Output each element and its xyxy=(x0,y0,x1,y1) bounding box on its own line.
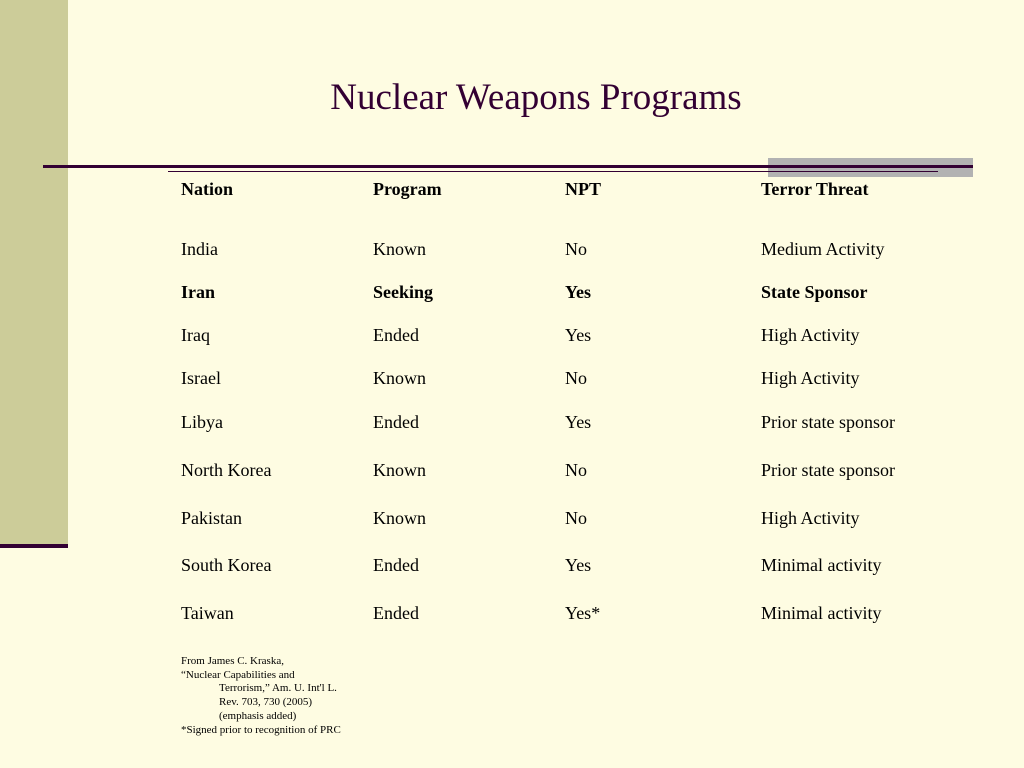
cell-terror-threat: Minimal activity xyxy=(761,603,882,623)
title-rule-thin xyxy=(168,171,938,172)
side-band xyxy=(0,0,68,544)
slide-title: Nuclear Weapons Programs xyxy=(330,77,742,118)
cell-terror-threat: Medium Activity xyxy=(761,239,885,259)
cell-program: Ended xyxy=(373,412,419,432)
cell-nation: Iraq xyxy=(181,325,210,345)
cell-nation: Taiwan xyxy=(181,603,234,623)
cell-npt: Yes xyxy=(565,555,592,575)
cell-npt: No xyxy=(565,368,587,388)
cell-nation: India xyxy=(181,239,218,259)
cell-terror-threat: Prior state sponsor xyxy=(761,412,895,432)
cell-npt: Yes xyxy=(565,282,591,302)
table-header-row xyxy=(181,177,981,201)
source-line: Terrorism,” Am. U. Int'l L. xyxy=(219,682,337,695)
header-program: Program xyxy=(373,179,442,199)
cell-npt: Yes xyxy=(565,325,592,345)
footnote-line: *Signed prior to recognition of PRC xyxy=(181,723,341,736)
table-row-north-korea xyxy=(181,458,981,482)
source-line: (emphasis added) xyxy=(219,709,297,722)
cell-npt: Yes* xyxy=(565,603,601,623)
table-row-taiwan xyxy=(181,601,981,625)
table-row-pakistan xyxy=(181,506,981,530)
source-line: “Nuclear Capabilities and xyxy=(181,668,295,681)
cell-program: Ended xyxy=(373,325,419,345)
cell-program: Known xyxy=(373,239,426,259)
cell-nation: North Korea xyxy=(181,460,272,480)
cell-program: Ended xyxy=(373,555,419,575)
cell-terror-threat: High Activity xyxy=(761,325,860,345)
title-rule-accent-line xyxy=(768,165,973,168)
cell-npt: No xyxy=(565,460,587,480)
cell-nation: Libya xyxy=(181,412,223,432)
cell-npt: No xyxy=(565,508,587,528)
table-row-iran xyxy=(181,280,981,304)
header-nation: Nation xyxy=(181,179,234,199)
cell-nation: Israel xyxy=(181,368,221,388)
cell-program: Known xyxy=(373,368,426,388)
side-band-divider xyxy=(0,544,68,548)
table-row-libya xyxy=(181,410,981,434)
cell-terror-threat: State Sponsor xyxy=(761,282,868,302)
cell-nation: Pakistan xyxy=(181,508,242,528)
header-terror-threat: Terror Threat xyxy=(761,179,869,199)
source-line: From James C. Kraska, xyxy=(181,655,284,667)
table-row-iraq xyxy=(181,323,981,347)
source-citation xyxy=(181,655,441,737)
header-npt: NPT xyxy=(565,179,601,199)
cell-program: Known xyxy=(373,508,426,528)
cell-program: Seeking xyxy=(373,282,434,302)
cell-npt: Yes xyxy=(565,412,592,432)
cell-terror-threat: High Activity xyxy=(761,368,860,388)
cell-program: Known xyxy=(373,460,426,480)
cell-program: Ended xyxy=(373,603,419,623)
cell-terror-threat: Prior state sponsor xyxy=(761,460,895,480)
source-line: Rev. 703, 730 (2005) xyxy=(219,696,313,709)
cell-terror-threat: High Activity xyxy=(761,508,860,528)
cell-terror-threat: Minimal activity xyxy=(761,555,882,575)
cell-nation: South Korea xyxy=(181,555,272,575)
table-row-south-korea xyxy=(181,553,981,577)
table-row-india xyxy=(181,237,981,261)
cell-nation: Iran xyxy=(181,282,216,302)
table-row-israel xyxy=(181,366,981,390)
cell-npt: No xyxy=(565,239,587,259)
